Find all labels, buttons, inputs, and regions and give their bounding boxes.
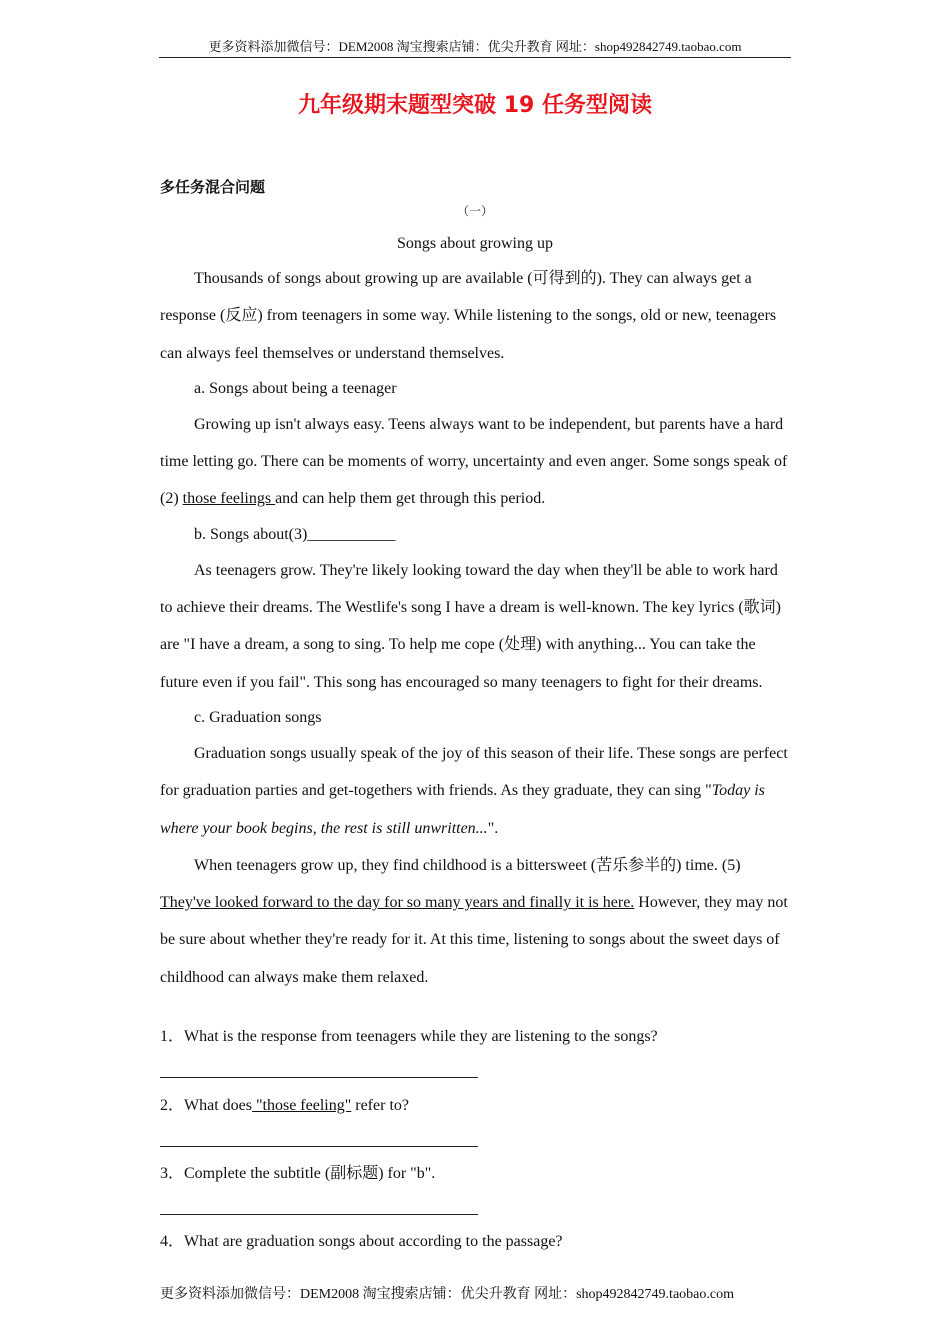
section-title: 多任务混合问题: [160, 178, 266, 196]
question-2-start: 2．What does: [160, 1097, 252, 1114]
heading-a: a. Songs about being a teenager: [194, 379, 397, 397]
paragraph-a-end: and can help them get through this period.: [275, 490, 546, 508]
paragraph-b: As teenagers grow. They're likely looking toward the day when they'll be able to work hard to achieve their dreams. The Westlife's song I have a dream is well-known. The key lyrics (歌词) are "I have a dream, a song to sing. To help me cope (处理) with anything... You can take the future even if you fail". This song has encouraged so many teenagers to fight for their dreams.: [160, 561, 781, 691]
answer-line-3[interactable]: [160, 1214, 478, 1215]
answer-line-1[interactable]: [160, 1077, 478, 1078]
paragraph-c: [160, 735, 792, 847]
heading-b: b. Songs about(3)___________: [194, 525, 396, 543]
paragraph-d-end: However, they may not be sure about whether they're ready for it. At this time, listening to songs about the sweet days of childhood can always make them relaxed.: [160, 894, 788, 986]
page-title: 九年级期末题型突破 19 任务型阅读: [298, 93, 652, 118]
page-header: 更多资料添加微信号：DEM2008 淘宝搜索店铺：优尖升教育 网址：shop492842749.taobao.com: [159, 38, 791, 58]
underlined-sentence-5: They've looked forward to the day for so many years and finally it is here.: [160, 894, 635, 912]
paragraph-a-start: Growing up isn't always easy. Teens always want to be independent, but parents have a hard time letting go. There can be moments of worry, uncertainty and even anger. Some songs speak of (2): [160, 415, 788, 508]
paragraph-a: [160, 406, 792, 518]
heading-c: c. Graduation songs: [194, 708, 322, 726]
underlined-phrase-2: those feelings: [182, 490, 276, 508]
question-2: [160, 1095, 792, 1117]
passage-body: [160, 260, 792, 996]
question-1: 1．What is the response from teenagers while they are listening to the songs?: [160, 1028, 658, 1045]
paragraph-d: [160, 847, 792, 996]
answer-line-2[interactable]: [160, 1146, 478, 1147]
question-3: 3．Complete the subtitle (副标题) for "b".: [160, 1165, 436, 1182]
question-2-end: refer to?: [351, 1097, 409, 1114]
part-number: （一）: [456, 204, 493, 218]
paragraph-d-start: When teenagers grow up, they find childhood is a bittersweet (苦乐参半的) time. (5): [194, 856, 741, 874]
page-footer: 更多资料添加微信号：DEM2008 淘宝搜索店铺：优尖升教育 网址：shop492842749.taobao.com: [160, 1287, 734, 1302]
question-2-underlined: "those feeling": [251, 1097, 352, 1114]
question-4: 4．What are graduation songs about according to the passage?: [160, 1233, 563, 1250]
song-lyric: Today is where your book begins, the rest is still unwritten...: [160, 782, 765, 837]
passage-title: Songs about growing up: [397, 235, 553, 252]
paragraph-c-start: Graduation songs usually speak of the joy of this season of their life. These songs are perfect for graduation parties and get-togethers with friends. As they graduate, they can sing ": [160, 744, 788, 800]
paragraph-c-end: ".: [487, 819, 499, 837]
intro-paragraph: Thousands of songs about growing up are available (可得到的). They can always get a response (反应) from teenagers in some way. While listening to the songs, old or new, teenagers can always feel themselves or understand themselves.: [160, 270, 777, 362]
